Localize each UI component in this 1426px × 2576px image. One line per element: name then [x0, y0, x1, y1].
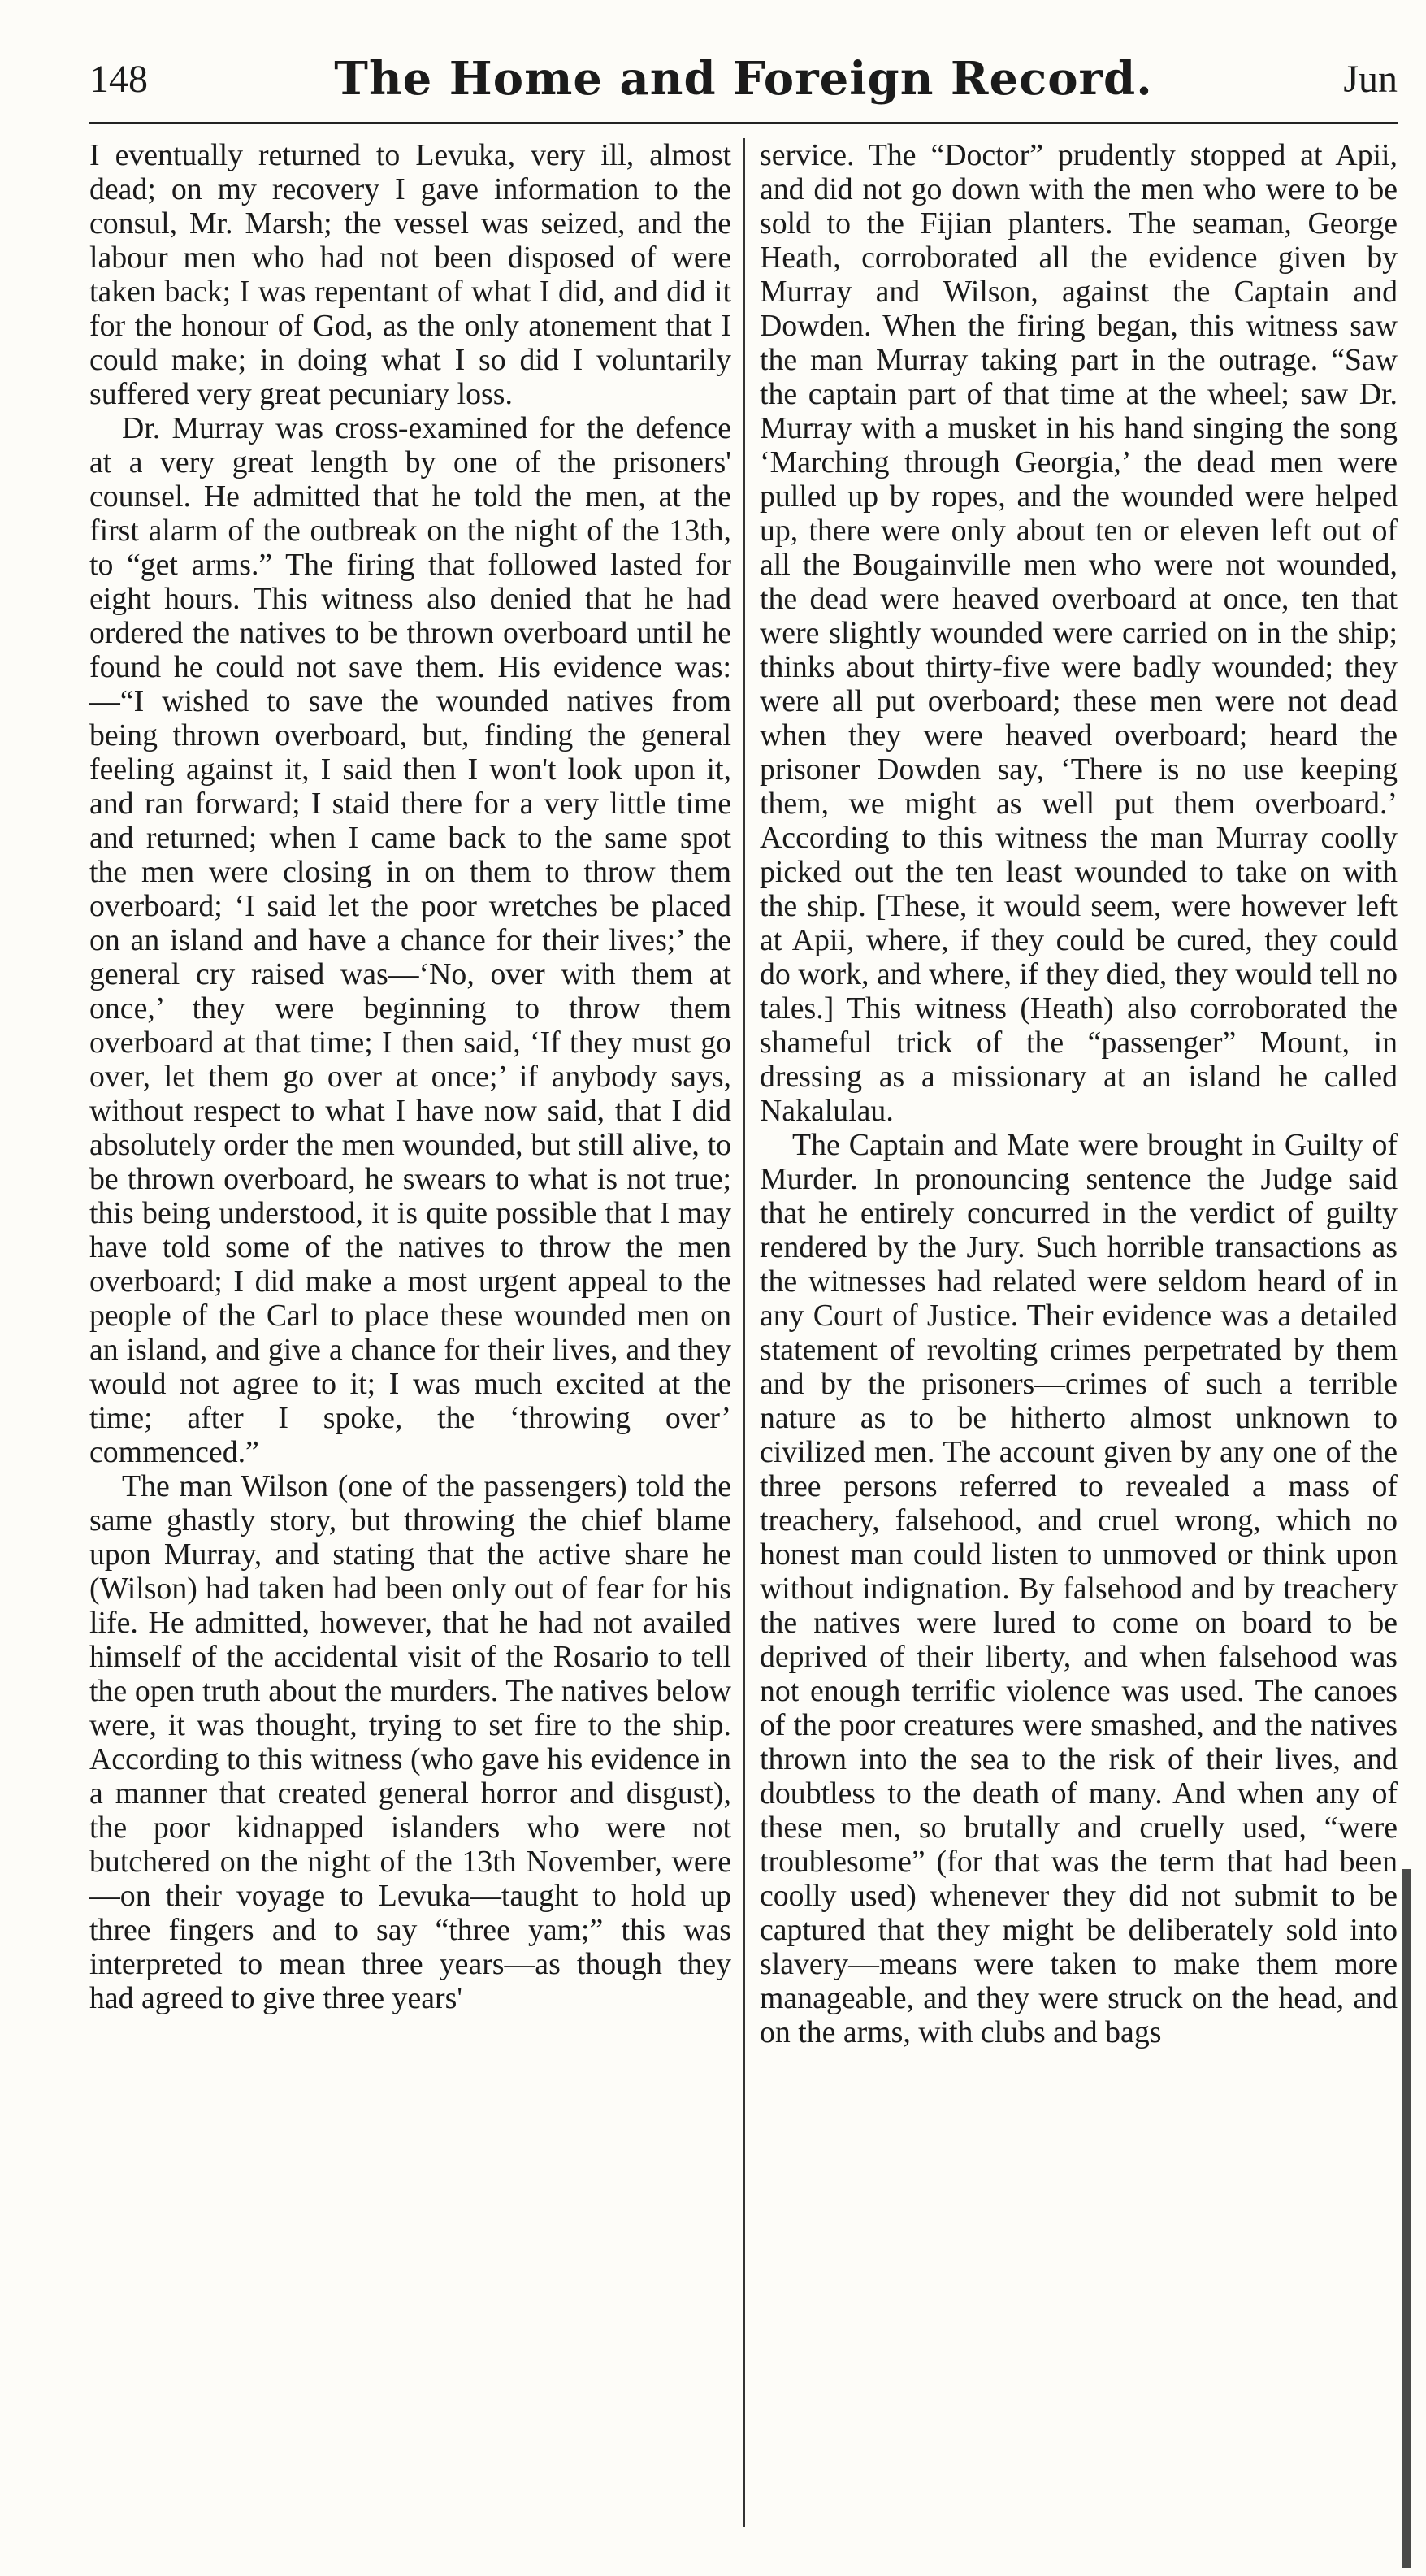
running-title: The Home and Foreign Record.: [334, 52, 1153, 106]
page-number: 148: [89, 58, 148, 101]
month-label: Jun: [1343, 58, 1398, 101]
paragraph: I eventually returned to Levuka, very ill, almost dead; on my recovery I gave information to the consul, Mr. Marsh; the vessel was seized, and the labour men who had not been disposed of were taken back; I was repentant of what I did, and did it for the honour of God, as the only atonement that I could make; in doing what I so did I voluntarily suffered very great pecuniary loss.: [89, 138, 731, 411]
paragraph: Dr. Murray was cross-examined for the defence at a very great length by one of the prisoners' counsel. He admitted that he told the men, at the first alarm of the outbreak on the night of the 13th, to “get arms.” The firing that followed lasted for eight hours. This witness also denied that he had ordered the natives to be thrown overboard until he found he could not save them. His evidence was:—“I wished to save the wounded natives from being thrown overboard, but, finding the general feeling against it, I said then I won't look upon it, and ran forward; I staid there for a very little time and returned; when I came back to the same spot the men were closing in on them to throw them overboard; ‘I said let the poor wretches be placed on an island and have a chance for their lives;’ the general cry raised was—‘No, over with them at once,’ they were beginning to throw them overboard at that time; I then said, ‘If they must go over, let them go over at once;’ if anybody says, without respect to what I have now said, that I did absolutely order the men wounded, but still alive, to be thrown overboard, he swears to what is not true; this being understood, it is quite possible that I may have told some of the natives to throw the men overboard; I did make a most urgent appeal to the people of the Carl to place these wounded men on an island, and give a chance for their lives, and they would not agree to it; I was much excited at the time; after I spoke, the ‘throwing over’ commenced.”: [89, 411, 731, 1469]
column-divider: [743, 138, 745, 2527]
paragraph: The man Wilson (one of the passengers) told the same ghastly story, but throwing the chief blame upon Murray, and stating that the active share he (Wilson) had taken had been only out of fear for his life. He admitted, however, that he had not availed himself of the accidental visit of the Rosario to tell the open truth about the murders. The natives below were, it was thought, trying to set fire to the ship. According to this witness (who gave his evidence in a manner that created general horror and disgust), the poor kidnapped islanders who were not butchered on the night of the 13th November, were—on their voyage to Levuka—taught to hold up three fingers and to say “three yam;” this was interpreted to mean three years—as though they had agreed to give three years': [89, 1469, 731, 2015]
page-edge-shadow: [1402, 1869, 1411, 2568]
header-rule: [89, 122, 1398, 124]
paragraph: service. The “Doctor” prudently stopped at Apii, and did not go down with the men who were to be sold to the Fijian planters. The seaman, George Heath, corroborated all the evidence given by Murray and Wilson, against the Captain and Dowden. When the firing began, this witness saw the man Murray taking part in the outrage. “Saw the captain part of that time at the wheel; saw Dr. Murray with a musket in his hand singing the song ‘Marching through Georgia,’ the dead men were pulled up by ropes, and the wounded were helped up, there were only about ten or eleven left out of all the Bougainville men who were not wounded, the dead were heaved overboard at once, ten that were slightly wounded were carried on in the ship; thinks about thirty-five were badly wounded; they were all put overboard; these men were not dead when they were heaved overboard; heard the prisoner Dowden say, ‘There is no use keeping them, we might as well put them overboard.’ According to this witness the man Murray coolly picked out the ten least wounded to take on with the ship. [These, it would seem, were however left at Apii, where, if they could be cured, they could do work, and where, if they died, they would tell no tales.] This witness (Heath) also corroborated the shameful trick of the “passenger” Mount, in dressing as a missionary at an island he called Nakalulau.: [760, 138, 1398, 1128]
left-column: [89, 138, 731, 2543]
running-header: [89, 52, 1398, 114]
paragraph: The Captain and Mate were brought in Guilty of Murder. In pronouncing sentence the Judge said that he entirely concurred in the verdict of guilty rendered by the Jury. Such horrible transactions as the witnesses had related were seldom heard of in any Court of Justice. Their evidence was a detailed statement of revolting crimes perpetrated by them and by the prisoners—crimes of such a terrible nature as to be hitherto almost unknown to civilized men. The account given by any one of the three persons referred to revealed a mass of treachery, falsehood, and cruel wrong, which no honest man could listen to unmoved or think upon without indignation. By falsehood and by treachery the natives were lured to come on board to be deprived of their liberty, and when falsehood was not enough terrific violence was used. The canoes of the poor creatures were smashed, and the natives thrown into the sea to the risk of their lives, and doubtless to the death of many. And when any of these men, so brutally and cruelly used, “were troublesome” (for that was the term that had been coolly used) whenever they did not submit to be captured that they might be deliberately sold into slavery—means were taken to make them more manageable, and they were struck on the head, and on the arms, with clubs and bags: [760, 1128, 1398, 2049]
right-column: [760, 138, 1398, 2543]
